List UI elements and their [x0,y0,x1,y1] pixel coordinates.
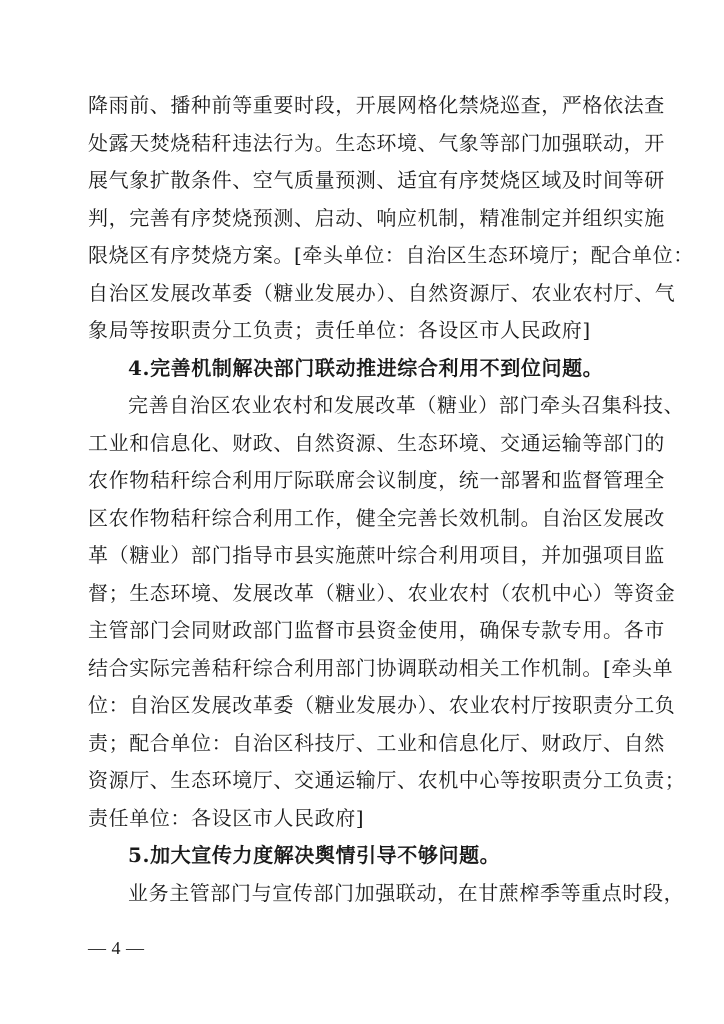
paragraph-line: 资源厅、生态环境厅、交通运输厅、农机中心等按职责分工负责； [88,768,686,792]
paragraph-line: 工业和信息化、财政、自然资源、生态环境、交通运输等部门的 [88,430,665,455]
paragraph-line: 责任单位：各设区市人民政府] [88,805,365,830]
section-heading-4: 4.完善机制解决部门联动推进综合利用不到位问题。 [128,355,604,380]
paragraph-line: 革（糖业）部门指导市县实施蔗叶综合利用项目，并加强项目监 [88,543,665,567]
paragraph-line: 农作物秸秆综合利用厅际联席会议制度，统一部署和监督管理全 [88,468,665,492]
paragraph-line: 责；配合单位：自治区科技厅、工业和信息化厅、财政厅、自然 [88,730,665,755]
page-number: — 4 — [88,938,145,958]
section-heading-5: 5.加大宣传力度解决舆情引导不够问题。 [128,843,501,867]
paragraph-line: 判，完善有序焚烧预测、启动、响应机制，精准制定并组织实施 [88,205,665,230]
paragraph-line: 处露天焚烧秸秆违法行为。生态环境、气象等部门加强联动，开 [88,130,665,155]
paragraph-line: 限烧区有序焚烧方案。[牵头单位：自治区生态环境厅；配合单位： [88,243,694,267]
paragraph-line: 业务主管部门与宣传部门加强联动，在甘蔗榨季等重点时段， [128,880,685,905]
paragraph-line: 象局等按职责分工负责；责任单位：各设区市人民政府] [88,318,591,342]
paragraph-line: 降雨前、播种前等重要时段，开展网格化禁烧巡查，严格依法查 [88,93,665,117]
body-text [88,87,694,912]
paragraph-line: 结合实际完善秸秆综合利用部门协调联动相关工作机制。[牵头单 [88,655,674,680]
paragraph-line: 位：自治区发展改革委（糖业发展办）、农业农村厅按职责分工负 [88,693,676,717]
paragraph-line: 完善自治区农业农村和发展改革（糖业）部门牵头召集科技、 [128,393,685,417]
paragraph-line: 区农作物秸秆综合利用工作，健全完善长效机制。自治区发展改 [88,505,665,530]
paragraph-line: 督；生态环境、发展改革（糖业）、农业农村（农机中心）等资金 [88,580,676,605]
paragraph-line: 自治区发展改革委（糖业发展办）、自然资源厅、农业农村厅、气 [88,280,676,305]
paragraph-line: 主管部门会同财政部门监督市县资金使用，确保专款专用。各市 [88,618,665,642]
paragraph-line: 展气象扩散条件、空气质量预测、适宜有序焚烧区域及时间等研 [88,168,665,192]
